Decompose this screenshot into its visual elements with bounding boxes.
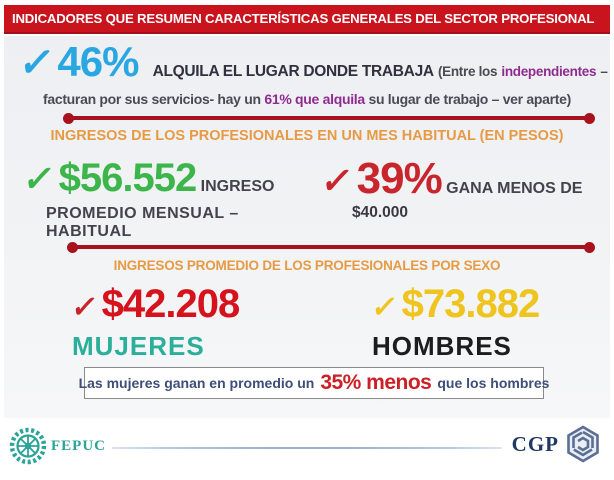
- sex-section-heading: INGRESOS PROMEDIO DE LOS PROFESIONALES POR SEXO: [113, 258, 501, 273]
- women-income-block: [69, 282, 240, 362]
- women-income-value: $42.208: [101, 282, 240, 326]
- income-below-line1: [318, 154, 602, 204]
- gender-gap-note: [78, 367, 550, 399]
- cgp-logo-text: CGP: [511, 431, 559, 456]
- note-highlight: 35% menos: [320, 371, 432, 394]
- content-area: [4, 36, 610, 418]
- section-divider: [68, 116, 590, 120]
- fepuc-logo: [8, 426, 106, 466]
- income-below-label2: $40.000: [352, 204, 409, 221]
- rent-dash: –: [600, 64, 608, 79]
- men-income-line1: [369, 282, 540, 327]
- income-below-label1: GANA MENOS DE: [446, 180, 583, 197]
- rent-paren-open: (Entre los: [437, 64, 498, 79]
- men-label: HOMBRES: [372, 331, 512, 361]
- footer-divider-line: [112, 447, 502, 449]
- income-average-line1: [20, 156, 319, 201]
- income-average-label2: PROMEDIO MENSUAL – HABITUAL: [46, 205, 239, 240]
- income-average-block: [20, 156, 319, 241]
- men-income-value: $73.882: [401, 282, 540, 326]
- check-icon: ✓: [20, 158, 58, 199]
- income-average-value: $56.552: [58, 156, 197, 200]
- rent-label: ALQUILA EL LUGAR DONDE TRABAJA: [152, 63, 434, 80]
- banner-title: INDICADORES QUE RESUMEN CARACTERÍSTICAS GENERALES DEL SECTOR PROFESIONAL: [4, 5, 610, 34]
- women-label: MUJERES: [72, 331, 205, 361]
- check-icon: ✓: [318, 160, 356, 201]
- income-below-block: [318, 154, 602, 222]
- rent-percentage: 46%: [57, 38, 139, 85]
- income-section-heading: INGRESOS DE LOS PROFESIONALES EN UN MES HABITUAL (EN PESOS): [50, 128, 564, 144]
- section-divider: [72, 245, 590, 249]
- men-income-block: [369, 282, 540, 362]
- women-income-line1: [69, 282, 240, 327]
- rent-line2-post: su lugar de trabajo – ver aparte): [368, 91, 571, 107]
- income-average-label1: INGRESO: [200, 178, 275, 195]
- rent-highlight-61: 61% que alquila: [264, 91, 365, 107]
- rent-section: [16, 38, 608, 86]
- check-icon: ✓: [369, 291, 401, 324]
- income-below-value: 39%: [356, 154, 442, 203]
- note-pre: Las mujeres ganan en promedio un: [78, 375, 315, 391]
- check-icon: ✓: [16, 41, 58, 85]
- footer: [0, 418, 614, 480]
- fepuc-wheel-icon: [8, 426, 48, 466]
- note-post: que los hombres: [437, 375, 550, 391]
- cgp-logo: [512, 424, 602, 464]
- fepuc-logo-text: FEPUC: [51, 437, 106, 454]
- rent-line2: [4, 91, 610, 107]
- rent-line2-pre: facturan por sus servicios- hay un: [42, 91, 261, 107]
- cgp-emblem-icon: [564, 424, 602, 464]
- check-icon: ✓: [69, 291, 101, 324]
- rent-highlight-independents: independientes: [501, 64, 597, 79]
